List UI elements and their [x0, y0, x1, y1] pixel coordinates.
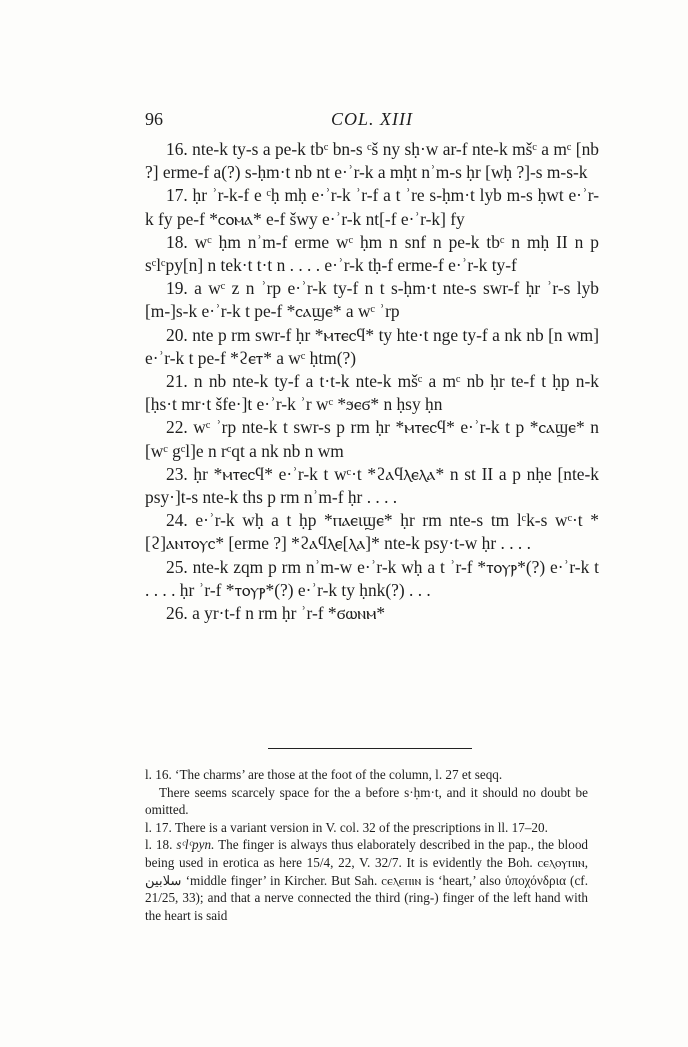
text-line-20: 20. nte p rm swr-f ḥr *ⲙⲧⲉⲥϥ* ty hte·t nge ty-f a nk nb [n wm] e·ʾr-k t pe-f *ϩⲉⲧ* a wᶜ ḥtm(?): [145, 324, 599, 368]
text-line-16: 16. nte-k ty-s a pe-k tbᶜ bn-s ᶜš ny sḥ·w ar-f nte-k mšᶜ a mᶜ [nb ?] erme-f a(?) s-ḥm·t nb nt e·ʾr-k a mḥt nʾm-s ḥr [wḥ ?]-s m-s-k: [145, 139, 599, 183]
note-line-17: [145, 819, 588, 837]
note-line-16: [145, 766, 588, 784]
text-line-23: 23. ḥr *ⲙⲧⲉⲥϥ* e·ʾr-k t wᶜ·t *ϩⲁϥⲗⲉⲗⲁ* n st II a p nḥe [nte-k psy·]t-s nte-k ths p rm nʾm-f ḥr . . . .: [145, 463, 599, 508]
note-ref: l. 16.: [145, 767, 172, 782]
text-line-18: 18. wᶜ ḥm nʾm-f erme wᶜ ḥm n snf n pe-k tbᶜ n mḥ II n p sᶜlᶜpy[n] n tek·t t·t n . . . . e·ʾr-k tḥ-f erme-f e·ʾr-k ty-f: [145, 231, 599, 276]
note-line-16-continued: [145, 784, 588, 819]
page-number: 96: [145, 109, 163, 129]
text-line-17: 17. ḥr ʾr-k-f e ᶜḥ mḥ e·ʾr-k ʾr-f a t ʾre s-ḥm·t lyb m-s ḥwt e·ʾr-k fy pe-f *ⲥⲟⲙⲁ* e-f šwy e·ʾr-k nt[-f e·ʾr-k] fy: [145, 185, 599, 229]
footnotes: [145, 766, 588, 924]
text-line-24: 24. e·ʾr-k wḥ a t ḥp *ⲡⲁⲉιϣⲉ* ḥr rm nte-s tm lᶜk-s wᶜ·t *[ϩ]ⲁⲛⲧⲟⲩⲥ* [erme ?] *ϩⲁϥⲗⲉ[ⲗⲁ]* nte-k psy·t-w ḥr . . . .: [145, 510, 599, 554]
note-text: There seems scarcely space for the a before s·ḥm·t, and it should no doubt be omitted.: [145, 784, 588, 818]
note-ref: l. 17.: [145, 819, 172, 835]
text-line-22: 22. wᶜ ʾrp nte-k t swr-s p rm ḥr *ⲙⲧⲉⲥϥ* e·ʾr-k t p *ⲥⲁϣⲉ* n [wᶜ gᶜl]e n rᶜqt a nk nb n wm: [145, 417, 599, 461]
main-text: [145, 138, 599, 625]
text-line-21: 21. n nb nte-k ty-f a t·t-k nte-k mšᶜ a mᶜ nb ḥr te-f t ḥp n-k [ḥs·t mr·t šfe·]t e·ʾr-k ʾr wᶜ *ϧⲉϭ* n ḥsy ḥn: [145, 371, 599, 415]
text-line-25: 25. nte-k zqm p rm nʾm-w e·ʾr-k wḥ a t ʾr-f *ⲧⲟⲩⲣ*(?) e·ʾr-k t . . . . ḥr ʾr-f *ⲧⲟⲩⲣ*(?) e·ʾr-k ty ḥnk(?) . . .: [145, 556, 599, 600]
note-line-18: [145, 836, 588, 924]
running-header: [145, 109, 599, 133]
running-title: COL. XIII: [331, 109, 413, 129]
note-term: sᶜlᶜpyn.: [176, 837, 215, 853]
note-text: ‘The charms’ are those at the foot of the column, l. 27 et seqq.: [175, 767, 503, 782]
note-text: There is a variant version in V. col. 32 of the prescriptions in ll. 17–20.: [174, 819, 548, 835]
text-line-26: 26. a yr·t-f n rm ḥr ʾr-f *ϭⲱⲛⲙ*: [166, 603, 386, 624]
note-ref: l. 18.: [145, 837, 173, 853]
section-divider: [268, 748, 472, 749]
text-line-19: 19. a wᶜ z n ʾrp e·ʾr-k ty-f n t s-ḥm·t nte-s swr-f ḥr ʾr-s lyb [m-]s-k e·ʾr-k t pe-f *ⲥⲁϣⲉ* a wᶜ ʾrp: [145, 278, 599, 322]
note-text: The finger is always thus elaborately described in the pap., the blood being used in erotica as here 15/4, 22, V. 32/7. It is evidently the Boh. ⲥⲉⲗⲟⲩⲡⲓⲛ, سلابين ‘middle finger’ in Kircher. But Sah. ⲥⲉⲗⲉⲡⲓⲛ is ‘heart,’ also ὑποχόνδρια (cf. 21/25, 33); and that a nerve connected the third (ring-) finger of the left hand with the heart is said: [145, 837, 589, 923]
